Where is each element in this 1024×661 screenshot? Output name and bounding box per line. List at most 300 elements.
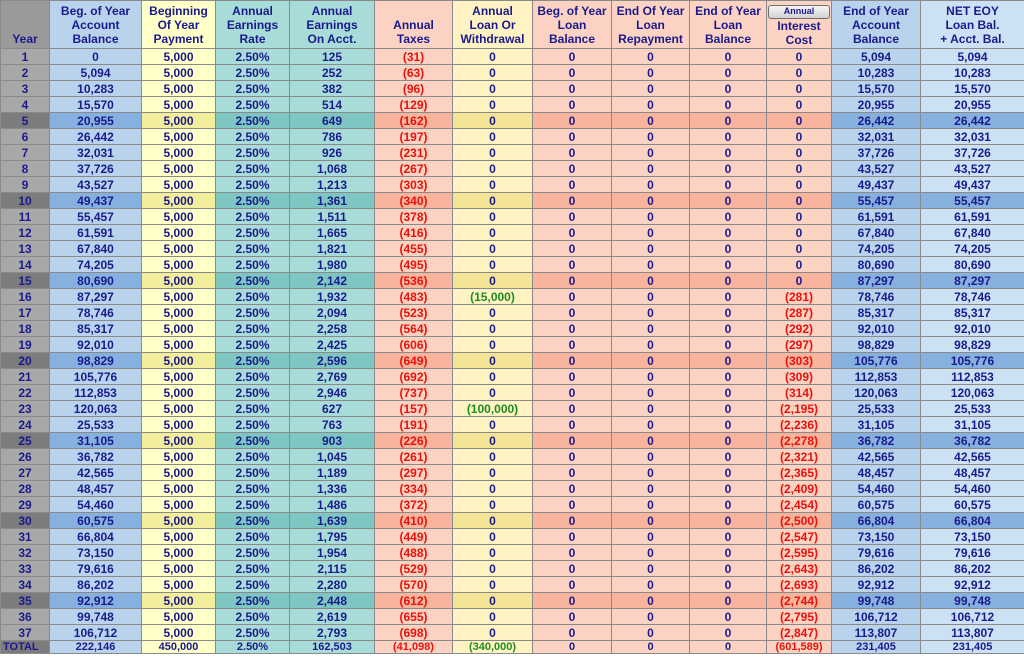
- interest-cost-cell: (2,795): [767, 609, 832, 625]
- header-loan-repayment: End Of Year Loan Repayment: [612, 1, 690, 49]
- end-balance-cell: 54,460: [832, 481, 921, 497]
- loan-beg-balance-cell: 0: [533, 321, 612, 337]
- year-cell: 10: [1, 193, 50, 209]
- header-loan-withdrawal: Annual Loan Or Withdrawal: [453, 1, 533, 49]
- loan-repayment-cell: 0: [612, 177, 690, 193]
- taxes-cell: (191): [375, 417, 453, 433]
- loan-beg-balance-cell: 0: [533, 497, 612, 513]
- loan-beg-balance-cell: 0: [533, 625, 612, 641]
- rate-cell: 2.50%: [216, 577, 290, 593]
- year-cell: 6: [1, 129, 50, 145]
- payment-cell: 5,000: [142, 257, 216, 273]
- year-cell: 27: [1, 465, 50, 481]
- beg-balance-cell: 26,442: [50, 129, 142, 145]
- table-row: [1, 129, 1024, 145]
- interest-cost-cell: (2,547): [767, 529, 832, 545]
- table-row: [1, 145, 1024, 161]
- loan-end-balance-cell: 0: [690, 273, 767, 289]
- loan-repayment-cell: 0: [612, 417, 690, 433]
- beg-balance-cell: 37,726: [50, 161, 142, 177]
- loan-repayment-cell: 0: [612, 209, 690, 225]
- earnings-cell: 514: [290, 97, 375, 113]
- beg-balance-cell: 36,782: [50, 449, 142, 465]
- beg-balance-cell: 25,533: [50, 417, 142, 433]
- table-row: [1, 529, 1024, 545]
- beg-balance-cell: 74,205: [50, 257, 142, 273]
- payment-cell: 5,000: [142, 561, 216, 577]
- header-payment: Beginning Of Year Payment: [142, 1, 216, 49]
- rate-cell: 2.50%: [216, 545, 290, 561]
- end-balance-cell: 67,840: [832, 225, 921, 241]
- rate-cell: 2.50%: [216, 561, 290, 577]
- loan-beg-balance-cell: 0: [533, 385, 612, 401]
- end-balance-cell: 78,746: [832, 289, 921, 305]
- beg-balance-cell: 98,829: [50, 353, 142, 369]
- earnings-cell: 2,280: [290, 577, 375, 593]
- earnings-cell: 2,448: [290, 593, 375, 609]
- earnings-cell: 786: [290, 129, 375, 145]
- interest-cost-cell: 0: [767, 129, 832, 145]
- loan-repayment-cell: 0: [612, 257, 690, 273]
- rate-cell: 2.50%: [216, 401, 290, 417]
- loan-repayment-cell: 0: [612, 433, 690, 449]
- net-eoy-cell: 15,570: [921, 81, 1024, 97]
- beg-balance-cell: 61,591: [50, 225, 142, 241]
- taxes-cell: (536): [375, 273, 453, 289]
- interest-cost-cell: (2,236): [767, 417, 832, 433]
- interest-cost-cell: 0: [767, 177, 832, 193]
- header-net-eoy: NET EOY Loan Bal. + Acct. Bal.: [921, 1, 1024, 49]
- earnings-cell: 2,946: [290, 385, 375, 401]
- earnings-cell: 2,596: [290, 353, 375, 369]
- rate-cell: 2.50%: [216, 193, 290, 209]
- earnings-cell: 2,258: [290, 321, 375, 337]
- loan-withdrawal-cell: 0: [453, 337, 533, 353]
- end-balance-cell: 61,591: [832, 209, 921, 225]
- table-row: [1, 385, 1024, 401]
- taxes-cell: (226): [375, 433, 453, 449]
- loan-beg-balance-cell: 0: [533, 609, 612, 625]
- end-balance-cell: 66,804: [832, 513, 921, 529]
- year-cell: 2: [1, 65, 50, 81]
- interest-cost-cell: (2,500): [767, 513, 832, 529]
- payment-cell: 5,000: [142, 97, 216, 113]
- loan-beg-balance-cell: 0: [533, 273, 612, 289]
- loan-end-balance-cell: 0: [690, 401, 767, 417]
- year-cell: 8: [1, 161, 50, 177]
- loan-beg-balance-cell: 0: [533, 289, 612, 305]
- interest-cost-cell: 0: [767, 97, 832, 113]
- rate-cell: 2.50%: [216, 337, 290, 353]
- year-cell: 33: [1, 561, 50, 577]
- net-eoy-cell: 79,616: [921, 545, 1024, 561]
- loan-repayment-cell: 0: [612, 609, 690, 625]
- annual-toggle-button[interactable]: Annual: [768, 5, 830, 19]
- payment-cell: 5,000: [142, 625, 216, 641]
- taxes-cell: (449): [375, 529, 453, 545]
- interest-cost-cell: 0: [767, 193, 832, 209]
- loan-withdrawal-cell: 0: [453, 241, 533, 257]
- interest-cost-cell: (2,744): [767, 593, 832, 609]
- year-cell: 21: [1, 369, 50, 385]
- taxes-cell: (564): [375, 321, 453, 337]
- payment-cell: 5,000: [142, 545, 216, 561]
- earnings-cell: 1,954: [290, 545, 375, 561]
- beg-balance-cell: 79,616: [50, 561, 142, 577]
- payment-cell: 5,000: [142, 273, 216, 289]
- loan-end-balance-cell: 0: [690, 65, 767, 81]
- rate-cell: 2.50%: [216, 209, 290, 225]
- rate-cell: 2.50%: [216, 593, 290, 609]
- loan-withdrawal-cell: 0: [453, 49, 533, 65]
- totals-row: [1, 641, 1024, 654]
- year-cell: 22: [1, 385, 50, 401]
- net-eoy-cell: 32,031: [921, 129, 1024, 145]
- payment-cell: 5,000: [142, 417, 216, 433]
- table-row: [1, 433, 1024, 449]
- end-balance-cell: 42,565: [832, 449, 921, 465]
- payment-cell: 5,000: [142, 609, 216, 625]
- year-cell: 3: [1, 81, 50, 97]
- total-net-eoy: 231,405: [921, 641, 1024, 654]
- loan-withdrawal-cell: 0: [453, 129, 533, 145]
- net-eoy-cell: 106,712: [921, 609, 1024, 625]
- interest-cost-cell: (2,847): [767, 625, 832, 641]
- loan-end-balance-cell: 0: [690, 609, 767, 625]
- interest-cost-cell: (314): [767, 385, 832, 401]
- payment-cell: 5,000: [142, 289, 216, 305]
- beg-balance-cell: 87,297: [50, 289, 142, 305]
- payment-cell: 5,000: [142, 113, 216, 129]
- table-row: [1, 577, 1024, 593]
- net-eoy-cell: 54,460: [921, 481, 1024, 497]
- loan-withdrawal-cell: 0: [453, 417, 533, 433]
- loan-beg-balance-cell: 0: [533, 81, 612, 97]
- rate-cell: 2.50%: [216, 225, 290, 241]
- loan-withdrawal-cell: 0: [453, 385, 533, 401]
- loan-withdrawal-cell: 0: [453, 305, 533, 321]
- beg-balance-cell: 85,317: [50, 321, 142, 337]
- loan-repayment-cell: 0: [612, 561, 690, 577]
- interest-cost-cell: (2,409): [767, 481, 832, 497]
- taxes-cell: (523): [375, 305, 453, 321]
- loan-withdrawal-cell: 0: [453, 145, 533, 161]
- end-balance-cell: 92,912: [832, 577, 921, 593]
- taxes-cell: (267): [375, 161, 453, 177]
- payment-cell: 5,000: [142, 369, 216, 385]
- loan-end-balance-cell: 0: [690, 257, 767, 273]
- net-eoy-cell: 60,575: [921, 497, 1024, 513]
- beg-balance-cell: 92,010: [50, 337, 142, 353]
- earnings-cell: 2,094: [290, 305, 375, 321]
- table-row: [1, 177, 1024, 193]
- rate-cell: 2.50%: [216, 81, 290, 97]
- payment-cell: 5,000: [142, 161, 216, 177]
- loan-beg-balance-cell: 0: [533, 545, 612, 561]
- loan-end-balance-cell: 0: [690, 449, 767, 465]
- loan-beg-balance-cell: 0: [533, 481, 612, 497]
- beg-balance-cell: 105,776: [50, 369, 142, 385]
- table-row: [1, 321, 1024, 337]
- table-row: [1, 465, 1024, 481]
- table-row: [1, 65, 1024, 81]
- interest-cost-cell: (2,454): [767, 497, 832, 513]
- loan-end-balance-cell: 0: [690, 305, 767, 321]
- earnings-cell: 903: [290, 433, 375, 449]
- loan-beg-balance-cell: 0: [533, 129, 612, 145]
- end-balance-cell: 80,690: [832, 257, 921, 273]
- payment-cell: 5,000: [142, 433, 216, 449]
- loan-repayment-cell: 0: [612, 545, 690, 561]
- net-eoy-cell: 55,457: [921, 193, 1024, 209]
- taxes-cell: (63): [375, 65, 453, 81]
- rate-cell: 2.50%: [216, 161, 290, 177]
- loan-beg-balance-cell: 0: [533, 145, 612, 161]
- payment-cell: 5,000: [142, 465, 216, 481]
- payment-cell: 5,000: [142, 209, 216, 225]
- loan-end-balance-cell: 0: [690, 497, 767, 513]
- loan-withdrawal-cell: 0: [453, 273, 533, 289]
- loan-withdrawal-cell: 0: [453, 97, 533, 113]
- interest-cost-cell: 0: [767, 49, 832, 65]
- earnings-cell: 1,511: [290, 209, 375, 225]
- loan-withdrawal-cell: 0: [453, 433, 533, 449]
- loan-repayment-cell: 0: [612, 593, 690, 609]
- loan-withdrawal-cell: 0: [453, 321, 533, 337]
- earnings-cell: 1,665: [290, 225, 375, 241]
- payment-cell: 5,000: [142, 337, 216, 353]
- beg-balance-cell: 120,063: [50, 401, 142, 417]
- loan-repayment-cell: 0: [612, 241, 690, 257]
- rate-cell: 2.50%: [216, 353, 290, 369]
- year-cell: 12: [1, 225, 50, 241]
- taxes-cell: (488): [375, 545, 453, 561]
- total-interest-cost: (601,589): [767, 641, 832, 654]
- interest-cost-cell: (287): [767, 305, 832, 321]
- payment-cell: 5,000: [142, 129, 216, 145]
- table-row: [1, 273, 1024, 289]
- beg-balance-cell: 99,748: [50, 609, 142, 625]
- net-eoy-cell: 92,912: [921, 577, 1024, 593]
- loan-beg-balance-cell: 0: [533, 305, 612, 321]
- interest-cost-cell: (2,595): [767, 545, 832, 561]
- loan-repayment-cell: 0: [612, 449, 690, 465]
- rate-cell: 2.50%: [216, 49, 290, 65]
- table-row: [1, 113, 1024, 129]
- rate-cell: 2.50%: [216, 145, 290, 161]
- payment-cell: 5,000: [142, 353, 216, 369]
- rate-cell: 2.50%: [216, 385, 290, 401]
- payment-cell: 5,000: [142, 593, 216, 609]
- table-row: [1, 209, 1024, 225]
- total-payment: 450,000: [142, 641, 216, 654]
- rate-cell: 2.50%: [216, 113, 290, 129]
- end-balance-cell: 86,202: [832, 561, 921, 577]
- rate-cell: 2.50%: [216, 305, 290, 321]
- loan-withdrawal-cell: 0: [453, 193, 533, 209]
- loan-end-balance-cell: 0: [690, 593, 767, 609]
- loan-end-balance-cell: 0: [690, 161, 767, 177]
- loan-withdrawal-cell: 0: [453, 561, 533, 577]
- net-eoy-cell: 49,437: [921, 177, 1024, 193]
- year-cell: 4: [1, 97, 50, 113]
- net-eoy-cell: 31,105: [921, 417, 1024, 433]
- table-row: [1, 305, 1024, 321]
- rate-cell: 2.50%: [216, 625, 290, 641]
- table-row: [1, 481, 1024, 497]
- net-eoy-cell: 61,591: [921, 209, 1024, 225]
- taxes-cell: (737): [375, 385, 453, 401]
- header-end-balance: End of Year Account Balance: [832, 1, 921, 49]
- loan-end-balance-cell: 0: [690, 481, 767, 497]
- year-cell: 25: [1, 433, 50, 449]
- loan-repayment-cell: 0: [612, 481, 690, 497]
- end-balance-cell: 15,570: [832, 81, 921, 97]
- taxes-cell: (529): [375, 561, 453, 577]
- end-balance-cell: 49,437: [832, 177, 921, 193]
- rate-cell: 2.50%: [216, 289, 290, 305]
- total-end-balance: 231,405: [832, 641, 921, 654]
- loan-withdrawal-cell: 0: [453, 593, 533, 609]
- loan-repayment-cell: 0: [612, 401, 690, 417]
- end-balance-cell: 73,150: [832, 529, 921, 545]
- taxes-cell: (612): [375, 593, 453, 609]
- beg-balance-cell: 66,804: [50, 529, 142, 545]
- table-row: [1, 353, 1024, 369]
- earnings-cell: 125: [290, 49, 375, 65]
- payment-cell: 5,000: [142, 65, 216, 81]
- payment-cell: 5,000: [142, 449, 216, 465]
- payment-cell: 5,000: [142, 577, 216, 593]
- year-cell: 17: [1, 305, 50, 321]
- taxes-cell: (372): [375, 497, 453, 513]
- loan-end-balance-cell: 0: [690, 129, 767, 145]
- loan-beg-balance-cell: 0: [533, 161, 612, 177]
- interest-cost-cell: 0: [767, 241, 832, 257]
- earnings-cell: 1,045: [290, 449, 375, 465]
- table-row: [1, 625, 1024, 641]
- loan-end-balance-cell: 0: [690, 465, 767, 481]
- loan-beg-balance-cell: 0: [533, 65, 612, 81]
- beg-balance-cell: 0: [50, 49, 142, 65]
- total-beg-balance: 222,146: [50, 641, 142, 654]
- beg-balance-cell: 55,457: [50, 209, 142, 225]
- loan-beg-balance-cell: 0: [533, 401, 612, 417]
- loan-end-balance-cell: 0: [690, 529, 767, 545]
- loan-repayment-cell: 0: [612, 225, 690, 241]
- beg-balance-cell: 73,150: [50, 545, 142, 561]
- beg-balance-cell: 54,460: [50, 497, 142, 513]
- payment-cell: 5,000: [142, 529, 216, 545]
- earnings-cell: 382: [290, 81, 375, 97]
- header-year: Year: [1, 1, 50, 49]
- table-row: [1, 593, 1024, 609]
- beg-balance-cell: 48,457: [50, 481, 142, 497]
- loan-end-balance-cell: 0: [690, 289, 767, 305]
- beg-balance-cell: 67,840: [50, 241, 142, 257]
- taxes-cell: (297): [375, 465, 453, 481]
- beg-balance-cell: 15,570: [50, 97, 142, 113]
- payment-cell: 5,000: [142, 385, 216, 401]
- loan-end-balance-cell: 0: [690, 113, 767, 129]
- table-row: [1, 401, 1024, 417]
- end-balance-cell: 98,829: [832, 337, 921, 353]
- loan-end-balance-cell: 0: [690, 417, 767, 433]
- net-eoy-cell: 42,565: [921, 449, 1024, 465]
- year-cell: 24: [1, 417, 50, 433]
- year-cell: 32: [1, 545, 50, 561]
- loan-withdrawal-cell: 0: [453, 81, 533, 97]
- year-cell: 18: [1, 321, 50, 337]
- end-balance-cell: 32,031: [832, 129, 921, 145]
- end-balance-cell: 48,457: [832, 465, 921, 481]
- total-rate: 2.50%: [216, 641, 290, 654]
- net-eoy-cell: 48,457: [921, 465, 1024, 481]
- interest-cost-cell: 0: [767, 257, 832, 273]
- rate-cell: 2.50%: [216, 257, 290, 273]
- loan-beg-balance-cell: 0: [533, 177, 612, 193]
- net-eoy-cell: 80,690: [921, 257, 1024, 273]
- table-row: [1, 337, 1024, 353]
- earnings-cell: 252: [290, 65, 375, 81]
- year-cell: 36: [1, 609, 50, 625]
- loan-repayment-cell: 0: [612, 305, 690, 321]
- total-taxes: (41,098): [375, 641, 453, 654]
- earnings-cell: 1,932: [290, 289, 375, 305]
- loan-end-balance-cell: 0: [690, 369, 767, 385]
- loan-withdrawal-cell: (15,000): [453, 289, 533, 305]
- earnings-cell: 926: [290, 145, 375, 161]
- loan-end-balance-cell: 0: [690, 353, 767, 369]
- net-eoy-cell: 98,829: [921, 337, 1024, 353]
- end-balance-cell: 36,782: [832, 433, 921, 449]
- earnings-cell: 2,142: [290, 273, 375, 289]
- table-row: [1, 81, 1024, 97]
- net-eoy-cell: 67,840: [921, 225, 1024, 241]
- end-balance-cell: 37,726: [832, 145, 921, 161]
- year-cell: 16: [1, 289, 50, 305]
- end-balance-cell: 106,712: [832, 609, 921, 625]
- loan-end-balance-cell: 0: [690, 385, 767, 401]
- interest-cost-cell: 0: [767, 65, 832, 81]
- loan-beg-balance-cell: 0: [533, 593, 612, 609]
- earnings-cell: 1,980: [290, 257, 375, 273]
- end-balance-cell: 31,105: [832, 417, 921, 433]
- end-balance-cell: 25,533: [832, 401, 921, 417]
- loan-beg-balance-cell: 0: [533, 225, 612, 241]
- interest-cost-cell: 0: [767, 273, 832, 289]
- end-balance-cell: 20,955: [832, 97, 921, 113]
- earnings-cell: 2,619: [290, 609, 375, 625]
- loan-withdrawal-cell: 0: [453, 609, 533, 625]
- header-earnings: Annual Earnings On Acct.: [290, 1, 375, 49]
- table-row: [1, 97, 1024, 113]
- year-cell: 29: [1, 497, 50, 513]
- year-cell: 34: [1, 577, 50, 593]
- loan-repayment-cell: 0: [612, 353, 690, 369]
- loan-end-balance-cell: 0: [690, 49, 767, 65]
- net-eoy-cell: 73,150: [921, 529, 1024, 545]
- loan-beg-balance-cell: 0: [533, 449, 612, 465]
- net-eoy-cell: 26,442: [921, 113, 1024, 129]
- rate-cell: 2.50%: [216, 513, 290, 529]
- end-balance-cell: 5,094: [832, 49, 921, 65]
- loan-withdrawal-cell: 0: [453, 177, 533, 193]
- loan-repayment-cell: 0: [612, 497, 690, 513]
- loan-withdrawal-cell: 0: [453, 369, 533, 385]
- payment-cell: 5,000: [142, 193, 216, 209]
- year-cell: 35: [1, 593, 50, 609]
